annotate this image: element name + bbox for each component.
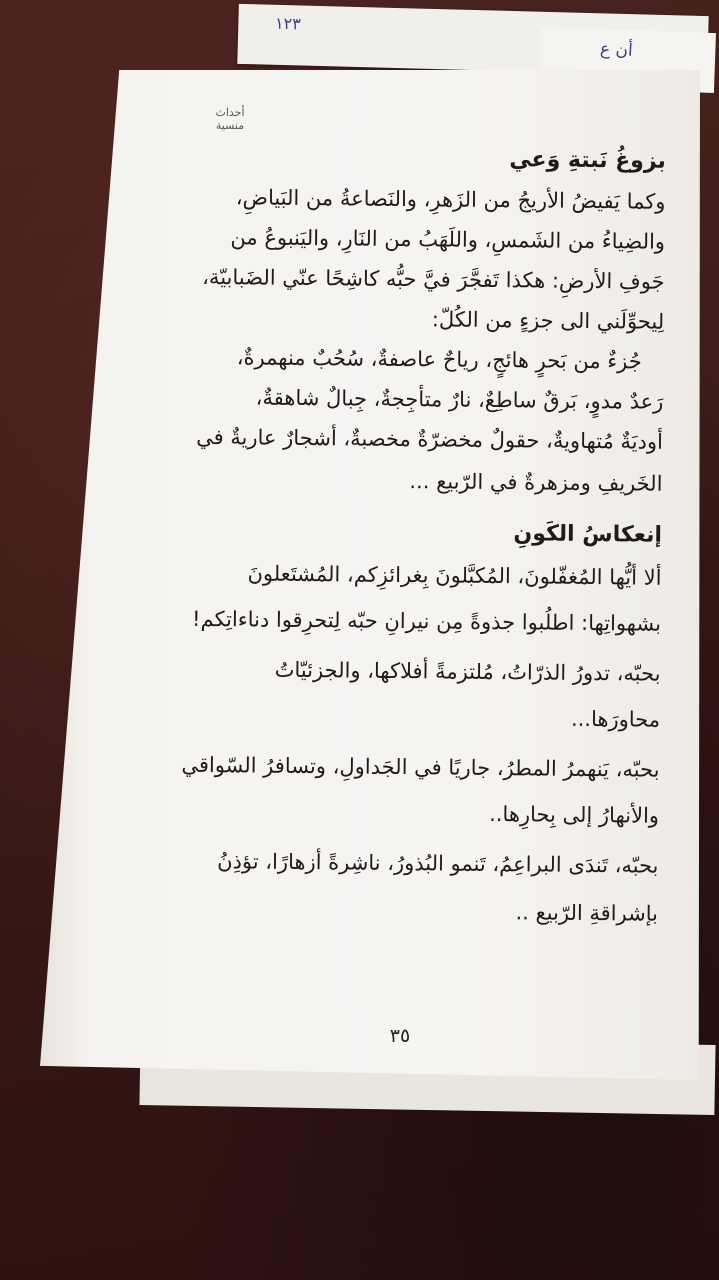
text-line: بحبّه، تَندَى البراعِمُ، تَنمو البُذورُ، ناشِرةً أزهارًا، تؤذِنُ — [217, 849, 659, 878]
text-line: محاورَها... — [570, 706, 661, 732]
handwritten-note-left: ١٢٣ — [274, 13, 302, 34]
text-line: والأنهارُ إلى بِحارِها.. — [489, 801, 660, 828]
text-line: بإشراقةِ الرّبيع .. — [515, 900, 659, 926]
page-text — [49, 141, 686, 968]
text-line: الخَريفِ ومزهرةٌ في الرّبيع ... — [409, 469, 663, 496]
text-line: وكما يَفيضُ الأريجُ من الزَهرِ، والنَصاعةُ من البَياضِ، — [235, 185, 666, 214]
text-line: بحبّه، يَنهمرُ المطرُ، جاريًا في الجَداولِ، وتسافرُ السّواقي — [181, 752, 660, 782]
text-line: لِيحوِّلَني الى جزءٍ من الكُلّ: — [431, 307, 665, 334]
text-line: أوديَةٌ مُتهاويةٌ، حقولٌ مخضرّةٌ مخصبةٌ، أشجارٌ عاريةٌ في — [196, 424, 664, 454]
text-line: بشهواتِها: اطلُبوا جذوةً مِن نيرانِ حبّه لِتحرِقوا دناءاتِكم! — [191, 606, 662, 636]
text-line: ألا أيُّها المُغفّلونَ، المُكبَّلونَ بِغرائزِكم، المُشتَعلونَ — [247, 561, 662, 590]
page-number: ٣٥ — [389, 1025, 411, 1047]
text-line: جَوفِ الأرضِ: هكذا تَفجَّرَ فيَّ حبُّه كاشِحًا عنّي الضَبابيّة، — [202, 264, 665, 294]
section-heading-1: بزوغُ نَبتةِ وَعي — [509, 147, 666, 174]
section-heading-2: إنعكاسُ الكَونِ — [513, 521, 663, 548]
running-head: أحداث منسية — [215, 106, 245, 132]
handwritten-note-right: أن ع — [599, 39, 634, 61]
text-line: والضِياءُ من الشَمسِ، واللَهَبُ من النَارِ، واليَنبوعُ من — [230, 225, 666, 254]
text-line: بحبّه، تدورُ الذرّاتُ، مُلتزمةً أفلاكها، والجزئيّاتُ — [274, 657, 661, 686]
text-line: جُزءٌ من بَحرٍ هائجٍ، رياحٌ عاصفةٌ، سُحُبٌ منهمرةٌ، — [236, 345, 642, 374]
text-line: رَعدٌ مدوٍ، بَرقٌ ساطِعٌ، نارٌ متأجِجةٌ، جِبالٌ شاهقةٌ، — [255, 385, 664, 414]
